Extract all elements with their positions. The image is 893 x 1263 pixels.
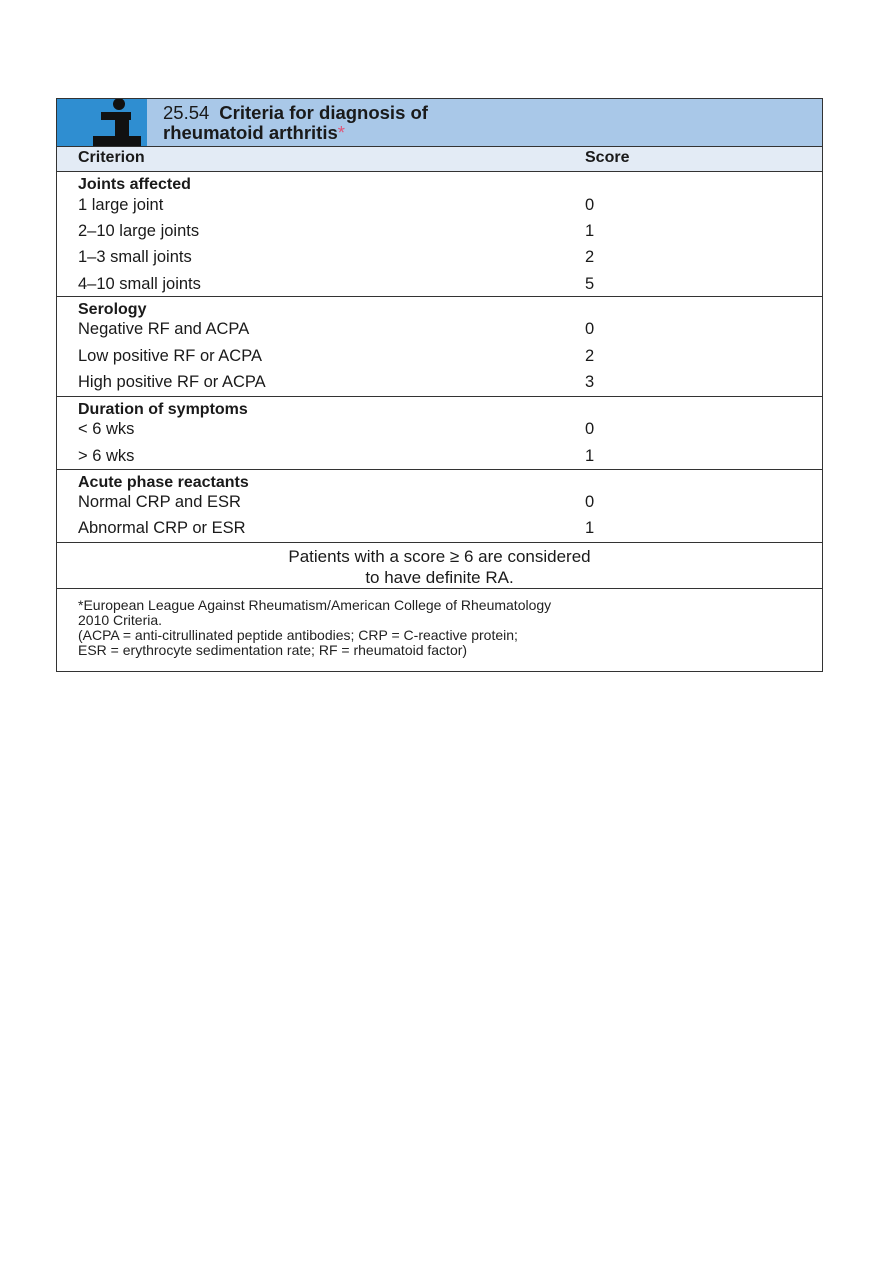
summary-line-2: to have definite RA. <box>365 568 514 587</box>
section-duration-of-symptoms <box>57 397 822 470</box>
row-label: 2–10 large joints <box>78 222 200 240</box>
row-score: 1 <box>585 222 595 240</box>
row-score: 1 <box>585 447 595 465</box>
row-label: Abnormal CRP or ESR <box>78 519 246 537</box>
title-asterisk: * <box>337 122 345 143</box>
summary-line-1: Patients with a score ≥ 6 are considered <box>288 547 591 566</box>
row-score: 0 <box>585 196 595 214</box>
box-title <box>163 103 428 143</box>
row-label: 1 large joint <box>78 196 164 214</box>
footnote-line-3: (ACPA = anti-citrullinated peptide antibodies; CRP = C-reactive protein; <box>78 627 518 643</box>
row-score: 0 <box>585 493 595 511</box>
row-score: 0 <box>585 420 595 438</box>
section-title: Serology <box>78 301 147 318</box>
row-label: Negative RF and ACPA <box>78 320 250 338</box>
row-score: 1 <box>585 519 595 537</box>
row-label: Normal CRP and ESR <box>78 493 241 511</box>
section-acute-phase-reactants <box>57 470 822 543</box>
row-label: Low positive RF or ACPA <box>78 347 263 365</box>
row-score: 3 <box>585 373 595 391</box>
row-label: < 6 wks <box>78 420 135 438</box>
section-serology <box>57 297 822 397</box>
row-label: 4–10 small joints <box>78 275 201 293</box>
column-header-score: Score <box>585 149 630 166</box>
footnote-line-4: ESR = erythrocyte sedimentation rate; RF = rheumatoid factor) <box>78 642 468 658</box>
footnote-line-1: *European League Against Rheumatism/American College of Rheumatology <box>78 597 552 613</box>
summary-statement <box>57 543 822 589</box>
row-score: 0 <box>585 320 595 338</box>
row-label: High positive RF or ACPA <box>78 373 266 391</box>
row-label: > 6 wks <box>78 447 135 465</box>
section-title: Joints affected <box>78 176 191 193</box>
box-header <box>57 99 822 147</box>
title-line-2: rheumatoid arthritis <box>163 122 338 143</box>
row-label: 1–3 small joints <box>78 248 192 266</box>
criteria-box <box>56 98 823 672</box>
row-score: 5 <box>585 275 595 293</box>
info-icon <box>57 99 147 146</box>
footnote-line-2: 2010 Criteria. <box>78 612 163 628</box>
column-header-row <box>57 147 822 172</box>
row-score: 2 <box>585 248 595 266</box>
section-title: Duration of symptoms <box>78 401 248 418</box>
section-joints-affected <box>57 172 822 297</box>
column-header-criterion: Criterion <box>78 149 145 166</box>
section-title: Acute phase reactants <box>78 474 249 491</box>
footnote <box>78 598 818 658</box>
title-line-1: Criteria for diagnosis of <box>219 102 428 123</box>
row-score: 2 <box>585 347 595 365</box>
box-number: 25.54 <box>163 102 210 123</box>
